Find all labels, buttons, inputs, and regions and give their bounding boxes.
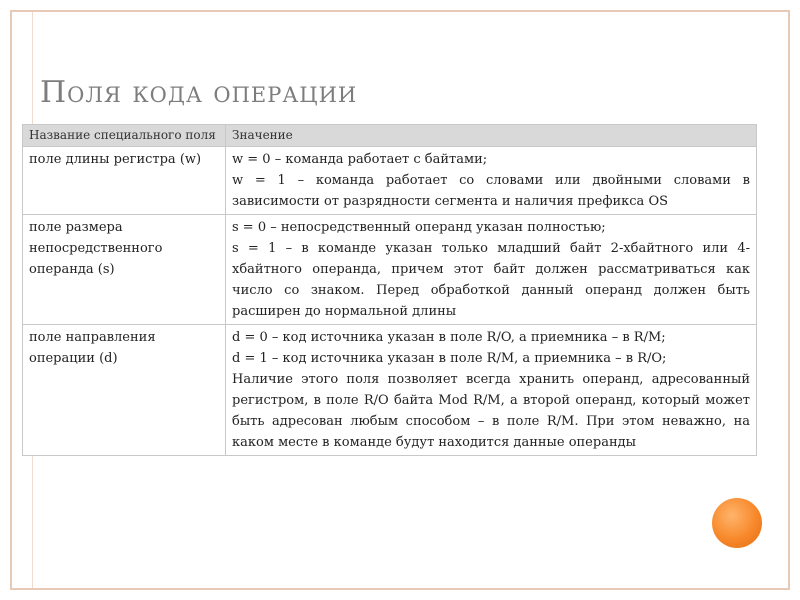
field-name-s: поле размера непосредственного операнда (s) xyxy=(23,215,226,325)
header-field-name: Название специального поля xyxy=(23,125,226,147)
table-row xyxy=(23,147,757,215)
value-line: d = 1 – код источника указан в поле R/M, а приемника – в R/O; xyxy=(232,351,667,366)
field-name-d: поле направления операции (d) xyxy=(23,325,226,456)
field-value-s xyxy=(226,215,757,325)
decorative-orange-circle xyxy=(712,498,762,548)
table-row xyxy=(23,215,757,325)
field-name-w: поле длины регистра (w) xyxy=(23,147,226,215)
value-line: Наличие этого поля позволяет всегда хранить операнд, адресованный регистром, в поле R/O байта Mod R/M, а второй операнд, который может быть адресован любым способом – в поле R/M. При этом неважно, на каком месте в команде будут находится данные операнды xyxy=(232,372,750,450)
value-line: w = 0 – команда работает с байтами; xyxy=(232,152,488,167)
value-line: s = 1 – в команде указан только младший байт 2-хбайтного или 4-хбайтного операнда, причем этот байт должен рассматриваться как число со знаком. Перед обработкой данный операнд должен быть расширен до нормальной длины xyxy=(232,241,750,319)
field-value-d xyxy=(226,325,757,456)
table-header-row xyxy=(23,125,757,147)
value-line: w = 1 – команда работает со словами или двойными словами в зависимости от разрядности сегмента и наличия префикса OS xyxy=(232,173,750,209)
slide-title: Поля кода операции xyxy=(40,75,358,110)
field-value-w xyxy=(226,147,757,215)
header-value: Значение xyxy=(226,125,757,147)
opcode-fields-table xyxy=(22,124,757,456)
value-line: s = 0 – непосредственный операнд указан полностью; xyxy=(232,220,606,235)
value-line: d = 0 – код источника указан в поле R/O, а приемника – в R/M; xyxy=(232,330,666,345)
table-row xyxy=(23,325,757,456)
